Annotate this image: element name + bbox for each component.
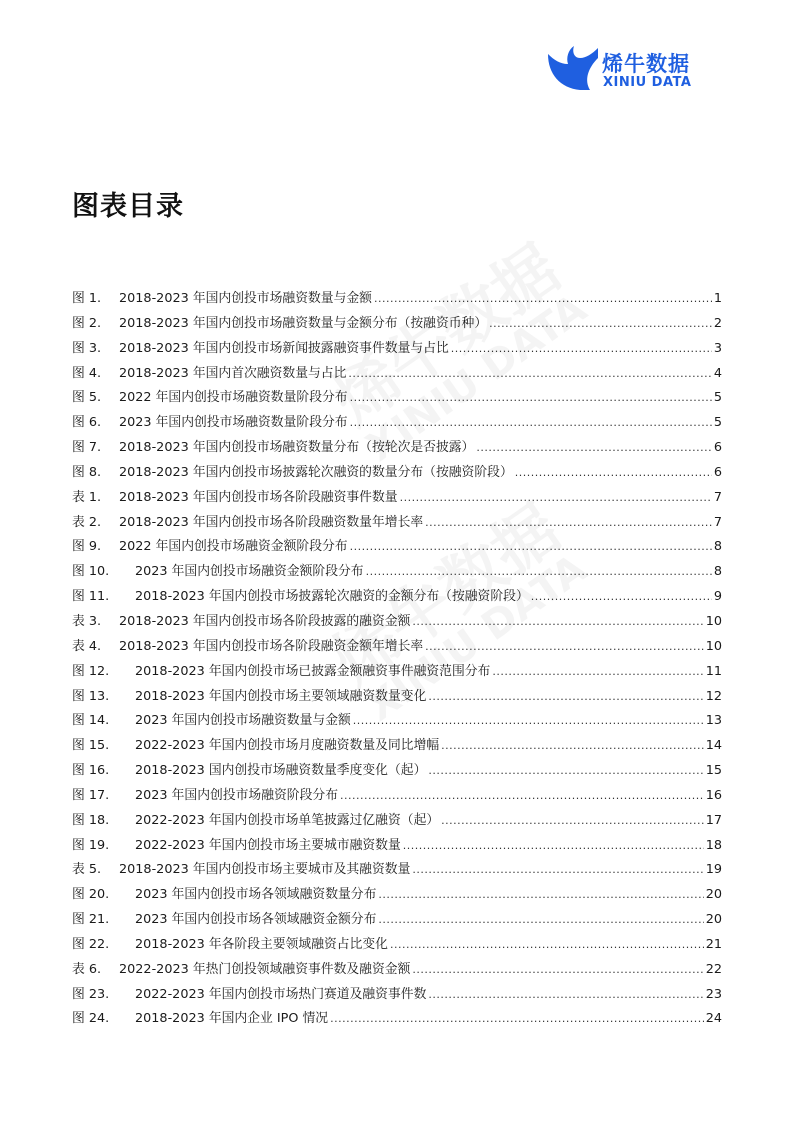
toc-entry-label: 表 2. — [72, 514, 102, 530]
toc-entry-page: 23 — [705, 986, 722, 1002]
toc-entry-title: 2018-2023 年国内创投市场融资数量与金额 — [119, 291, 372, 306]
toc-dot-leader — [489, 317, 712, 330]
toc-entry[interactable] — [72, 834, 722, 859]
toc-entry-label: 图 15. — [72, 738, 110, 754]
toc-dot-leader — [441, 814, 704, 827]
toc-entry-title: 2022-2023 年国内创投市场主要城市融资数量 — [135, 837, 401, 853]
toc-entry-label: 图 6. — [72, 415, 102, 431]
toc-dot-leader — [340, 789, 704, 802]
brand-name-en: XINIU DATA — [603, 75, 692, 90]
toc-entry-label: 图 12. — [72, 663, 110, 679]
toc-dot-leader — [476, 441, 711, 454]
toc-dot-leader — [400, 491, 712, 504]
toc-dot-leader — [441, 739, 704, 752]
toc-dot-leader — [428, 690, 703, 703]
toc-entry-page: 9 — [713, 589, 722, 605]
toc-entry-page: 24 — [705, 1011, 722, 1027]
toc-entry[interactable] — [72, 362, 722, 387]
toc-entry-page: 3 — [713, 340, 722, 356]
toc-entry-label: 图 13. — [72, 688, 110, 704]
toc-entry-label: 图 22. — [72, 936, 110, 952]
toc-entry-page: 6 — [713, 464, 722, 480]
toc-entry[interactable] — [72, 1007, 722, 1032]
toc-entry[interactable] — [72, 734, 722, 759]
toc-dot-leader — [403, 839, 704, 852]
toc-entry-title: 2018-2023 年国内创投市场披露轮次融资的数量分布（按融资阶段） — [119, 464, 513, 480]
toc-entry[interactable] — [72, 809, 722, 834]
toc-dot-leader — [412, 963, 703, 976]
toc-dot-leader — [425, 516, 712, 529]
toc-entry[interactable] — [72, 535, 722, 560]
toc-entry-page: 13 — [705, 713, 722, 729]
toc-entry-page: 11 — [705, 663, 722, 679]
toc-entry-title: 2023 年国内创投市场各领域融资金额分布 — [135, 912, 377, 928]
toc-entry[interactable] — [72, 560, 722, 585]
toc-entry-page: 16 — [705, 787, 722, 803]
toc-entry[interactable] — [72, 983, 722, 1008]
toc-entry-label: 图 1. — [72, 291, 102, 306]
toc-entry-page: 18 — [705, 837, 722, 853]
toc-dot-leader — [348, 367, 711, 380]
toc-entry[interactable] — [72, 585, 722, 610]
toc-entry-page: 10 — [705, 638, 722, 654]
toc-entry-title: 2022-2023 年国内创投市场单笔披露过亿融资（起） — [135, 812, 440, 828]
toc-entry-label: 图 7. — [72, 440, 102, 456]
toc-entry-label: 表 6. — [72, 961, 102, 977]
toc-entry-title: 2018-2023 年国内创投市场主要城市及其融资数量 — [119, 862, 411, 878]
toc-entry-label: 表 5. — [72, 862, 102, 878]
toc-entry[interactable] — [72, 908, 722, 933]
toc-entry[interactable] — [72, 709, 722, 734]
toc-dot-leader — [425, 640, 704, 653]
toc-entry-label: 图 18. — [72, 812, 110, 828]
toc-entry-label: 图 21. — [72, 912, 110, 928]
toc-entry-page: 19 — [705, 862, 722, 878]
toc-entry[interactable] — [72, 660, 722, 685]
toc-dot-leader — [374, 292, 712, 305]
toc-dot-leader — [330, 1012, 704, 1025]
toc-entry-page: 8 — [713, 564, 722, 580]
toc-entry-title: 2023 年国内创投市场融资金额阶段分布 — [135, 564, 364, 580]
toc-entry-title: 2018-2023 年各阶段主要领域融资占比变化 — [135, 936, 388, 952]
toc-entry-title: 2022-2023 年国内创投市场热门赛道及融资事件数 — [135, 986, 427, 1002]
toc-dot-leader — [350, 391, 712, 404]
toc-entry-title: 2018-2023 年国内创投市场各阶段融资事件数量 — [119, 489, 398, 505]
toc-entry-title: 2018-2023 年国内创投市场各阶段融资金额年增长率 — [119, 638, 424, 654]
toc-entry[interactable] — [72, 858, 722, 883]
toc-entry-title: 2018-2023 年国内企业 IPO 情况 — [135, 1011, 329, 1027]
toc-dot-leader — [353, 714, 704, 727]
toc-entry[interactable] — [72, 685, 722, 710]
toc-entry[interactable] — [72, 610, 722, 635]
toc-entry-title: 2018-2023 年国内创投市场融资数量分布（按轮次是否披露） — [119, 440, 475, 456]
toc-entry-title: 2018-2023 年国内首次融资数量与占比 — [119, 365, 347, 381]
toc-entry-title: 2023 年国内创投市场融资数量与金额 — [135, 713, 351, 729]
toc-entry-page: 12 — [705, 688, 722, 704]
toc-entry-page: 20 — [705, 912, 722, 928]
toc-entry-title: 2022-2023 年国内创投市场月度融资数量及同比增幅 — [135, 738, 440, 754]
toc-dot-leader — [378, 913, 703, 926]
toc-entry-title: 2023 年国内创投市场融资数量阶段分布 — [119, 415, 348, 431]
toc-entry-title: 2022 年国内创投市场融资数量阶段分布 — [119, 390, 348, 406]
toc-entry[interactable] — [72, 759, 722, 784]
toc-entry[interactable] — [72, 511, 722, 536]
table-of-figures — [72, 287, 722, 1032]
toc-entry-label: 图 11. — [72, 589, 110, 605]
toc-entry[interactable] — [72, 312, 722, 337]
brand-name-cn: 烯牛数据 — [602, 52, 690, 76]
toc-entry-label: 图 3. — [72, 340, 102, 356]
toc-entry-title: 2023 年国内创投市场融资阶段分布 — [135, 787, 338, 803]
toc-entry-label: 图 20. — [72, 887, 110, 903]
toc-dot-leader — [390, 938, 704, 951]
toc-entry-page: 14 — [705, 738, 722, 754]
toc-entry-label: 表 1. — [72, 489, 102, 505]
toc-dot-leader — [378, 888, 703, 901]
toc-entry[interactable] — [72, 635, 722, 660]
toc-entry[interactable] — [72, 784, 722, 809]
toc-entry-label: 图 23. — [72, 986, 110, 1002]
toc-dot-leader — [428, 988, 703, 1001]
toc-entry-page: 10 — [705, 613, 722, 629]
toc-entry-page: 7 — [713, 514, 722, 530]
toc-entry-label: 图 9. — [72, 539, 102, 555]
page-title: 图表目录 — [72, 191, 184, 222]
toc-entry-title: 2018-2023 年国内创投市场各阶段披露的融资金额 — [119, 613, 411, 629]
toc-entry-label: 图 17. — [72, 787, 110, 803]
toc-entry-page: 17 — [705, 812, 722, 828]
brand-logo — [546, 44, 721, 94]
toc-entry[interactable] — [72, 486, 722, 511]
toc-entry-label: 表 3. — [72, 613, 102, 629]
toc-entry-title: 2023 年国内创投市场各领域融资数量分布 — [135, 887, 377, 903]
toc-dot-leader — [350, 540, 712, 553]
toc-dot-leader — [451, 342, 712, 355]
toc-entry[interactable] — [72, 958, 722, 983]
toc-entry-page: 1 — [713, 291, 722, 306]
toc-entry-page: 7 — [713, 489, 722, 505]
toc-entry-page: 8 — [713, 539, 722, 555]
toc-entry[interactable] — [72, 386, 722, 411]
toc-entry-title: 2018-2023 年国内创投市场新闻披露融资事件数量与占比 — [119, 340, 449, 356]
toc-entry-title: 2018-2023 年国内创投市场各阶段融资数量年增长率 — [119, 514, 424, 530]
toc-entry-page: 5 — [713, 390, 722, 406]
toc-entry-page: 15 — [705, 763, 722, 779]
toc-entry-title: 2018-2023 年国内创投市场已披露金额融资事件融资范围分布 — [135, 663, 491, 679]
toc-dot-leader — [492, 665, 703, 678]
toc-entry-title: 2018-2023 年国内创投市场融资数量与金额分布（按融资币种） — [119, 315, 488, 331]
toc-dot-leader — [428, 764, 703, 777]
toc-entry-label: 图 16. — [72, 763, 110, 779]
rhino-icon — [546, 44, 600, 92]
toc-entry-label: 图 8. — [72, 464, 102, 480]
toc-entry-page: 5 — [713, 415, 722, 431]
toc-entry[interactable] — [72, 933, 722, 958]
toc-dot-leader — [531, 590, 712, 603]
toc-entry-label: 图 10. — [72, 564, 110, 580]
toc-dot-leader — [412, 615, 703, 628]
toc-entry-page: 4 — [713, 365, 722, 381]
toc-entry[interactable] — [72, 337, 722, 362]
toc-entry[interactable] — [72, 411, 722, 436]
toc-entry[interactable] — [72, 883, 722, 908]
toc-entry-title: 2018-2023 年国内创投市场披露轮次融资的金额分布（按融资阶段） — [135, 589, 529, 605]
toc-entry[interactable] — [72, 287, 722, 312]
toc-entry-label: 图 5. — [72, 390, 102, 406]
toc-entry-label: 图 19. — [72, 837, 110, 853]
toc-dot-leader — [366, 565, 712, 578]
toc-entry-label: 图 24. — [72, 1011, 110, 1027]
toc-entry-title: 2018-2023 国内创投市场融资数量季度变化（起） — [135, 763, 427, 779]
toc-dot-leader — [515, 466, 712, 479]
toc-entry-title: 2022 年国内创投市场融资金额阶段分布 — [119, 539, 348, 555]
toc-entry-label: 图 2. — [72, 315, 102, 331]
toc-entry-page: 2 — [713, 315, 722, 331]
toc-entry-page: 22 — [705, 961, 722, 977]
toc-entry-page: 20 — [705, 887, 722, 903]
toc-entry-page: 21 — [705, 936, 722, 952]
toc-entry-title: 2018-2023 年国内创投市场主要领域融资数量变化 — [135, 688, 427, 704]
toc-entry-page: 6 — [713, 440, 722, 456]
toc-entry[interactable] — [72, 461, 722, 486]
toc-entry-title: 2022-2023 年热门创投领域融资事件数及融资金额 — [119, 961, 411, 977]
toc-dot-leader — [350, 416, 712, 429]
toc-entry[interactable] — [72, 436, 722, 461]
toc-entry-label: 图 4. — [72, 365, 102, 381]
toc-entry-label: 表 4. — [72, 638, 102, 654]
toc-entry-label: 图 14. — [72, 713, 110, 729]
toc-dot-leader — [412, 863, 703, 876]
